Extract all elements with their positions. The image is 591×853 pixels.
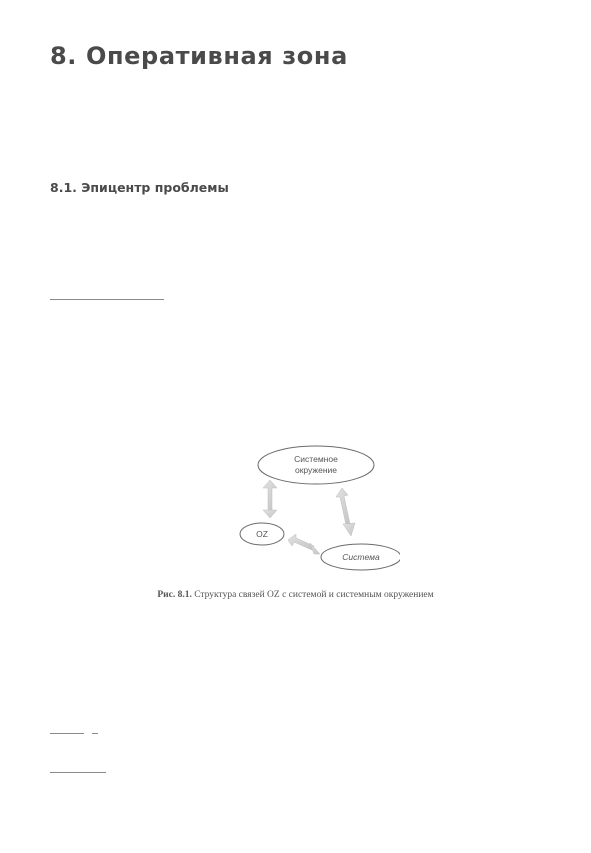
node-oz <box>240 523 284 545</box>
node-label-system: Система <box>342 552 380 562</box>
footnote-rule <box>50 299 164 300</box>
footnote-rule-3 <box>50 772 106 773</box>
chapter-title: 8. Оперативная зона <box>50 42 348 70</box>
oz-structure-diagram <box>230 440 400 575</box>
node-system <box>321 544 400 570</box>
node-label-oz: OZ <box>256 529 268 539</box>
arrow-environment-system <box>336 488 355 536</box>
node-label-environment-line2: окружение <box>294 465 338 475</box>
footnote-rule-2 <box>50 733 84 734</box>
arrow-oz-system <box>288 534 320 554</box>
arrow-oz-environment <box>263 480 277 518</box>
node-system-environment <box>258 446 374 484</box>
figure-caption-text: Структура связей OZ с системой и системным окружением <box>194 590 434 600</box>
footnote-rule-2-tail <box>92 733 98 734</box>
figure-caption <box>0 590 591 600</box>
figure-caption-label: Рис. 8.1. <box>157 590 192 600</box>
section-title: 8.1. Эпицентр проблемы <box>50 180 229 195</box>
node-label-environment-line1: Системное <box>294 454 338 464</box>
